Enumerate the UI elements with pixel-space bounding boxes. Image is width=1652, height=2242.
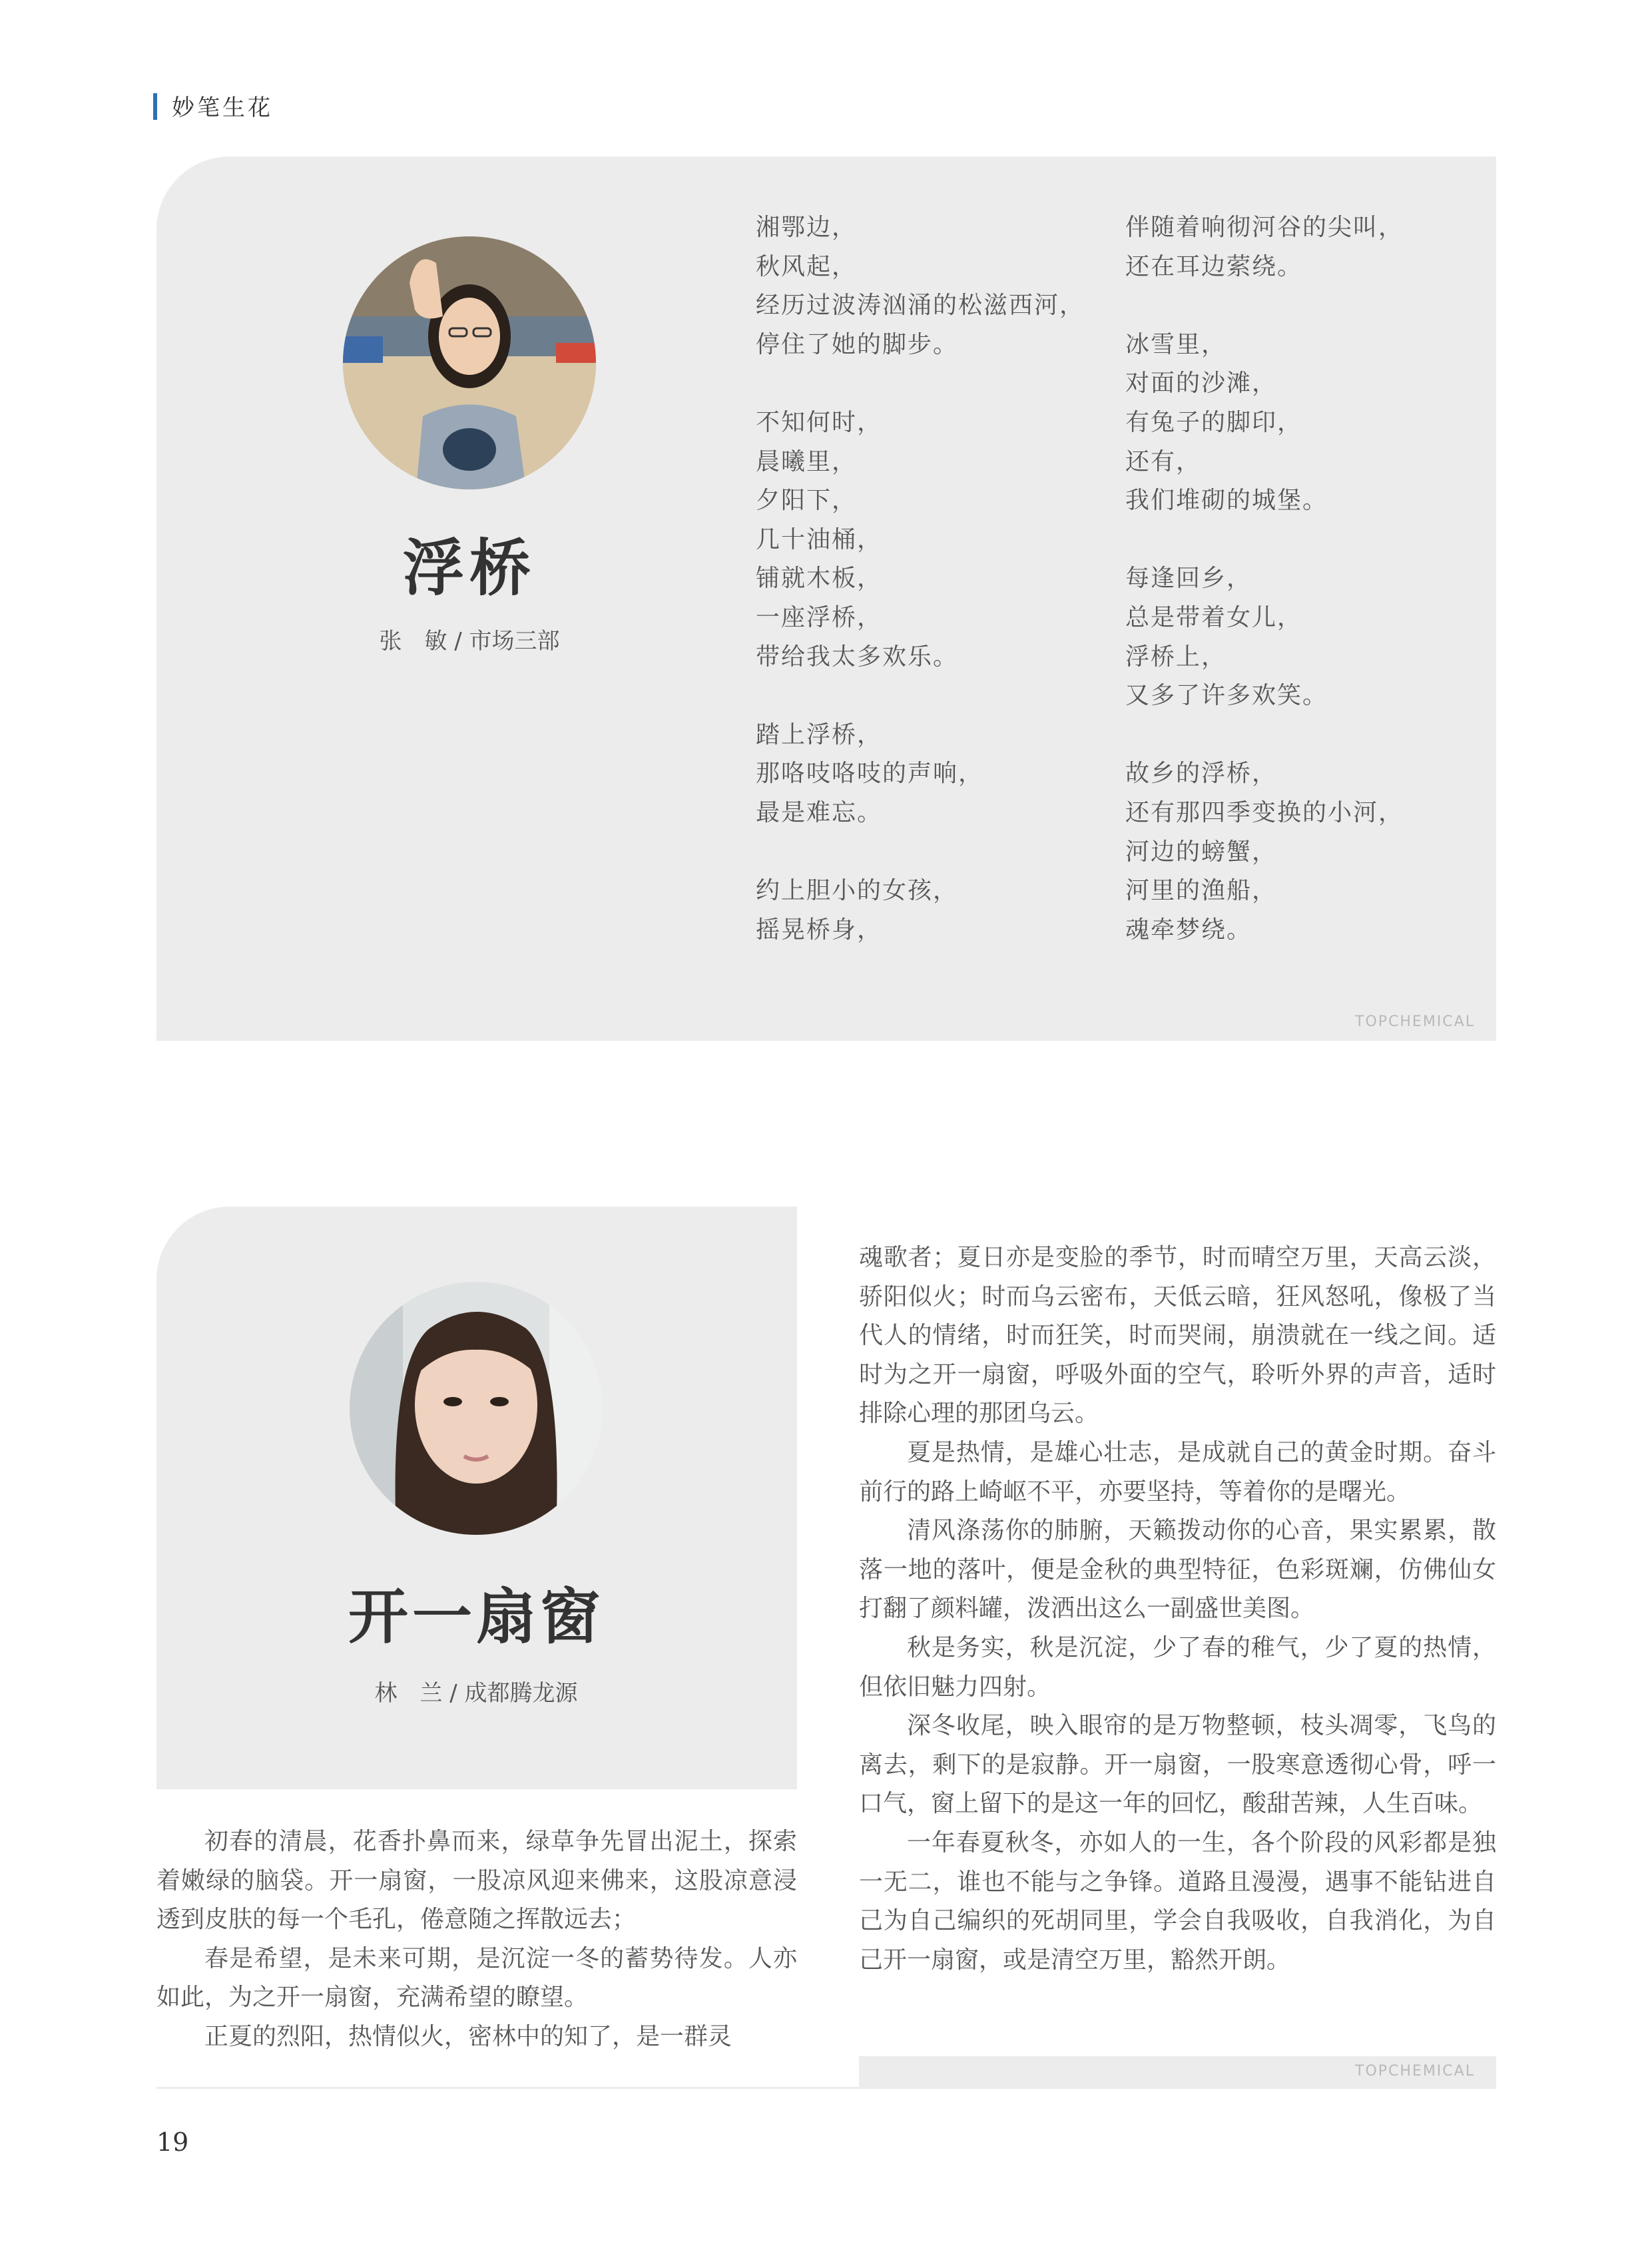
poem-line: 还有，: [1125, 447, 1202, 475]
poem-line: 铺就木板，: [756, 565, 883, 593]
poem-line: 总是带着女儿，: [1125, 603, 1303, 631]
essay-title: 开一扇窗: [348, 1581, 604, 1652]
essay-paragraph: 夏是热情，是雄心壮志，是成就自己的黄金时期。奋斗前行的路上崎岖不平，亦要坚持，等着你的是曙光。: [859, 1438, 1496, 1506]
section-title: 妙笔生花: [172, 95, 273, 121]
page-number: 19: [156, 2127, 189, 2157]
essay-author: 林 兰 / 成都腾龙源: [374, 1680, 578, 1707]
poem-line: 夕阳下，: [756, 487, 858, 515]
poem-line: 又多了许多欢笑。: [1125, 682, 1328, 710]
poem-line: 经历过波涛汹涌的松滋西河，: [756, 292, 1085, 320]
poem-line: [756, 677, 1085, 716]
essay-left-column: [156, 1822, 797, 2057]
poem-line: [756, 833, 1085, 872]
poem-line: 晨曦里，: [756, 447, 858, 475]
essay-paragraph: 正夏的烈阳，热情似火，密林中的知了，是一群灵: [204, 2022, 732, 2050]
bottom-divider: [156, 2087, 1496, 2089]
poem-line: 几十油桶，: [756, 525, 883, 553]
poem-line: 我们堆砌的城堡。: [1125, 487, 1328, 515]
author-photo-lin-lan: [350, 1282, 603, 1535]
poem-line: 河边的螃蟹，: [1125, 838, 1278, 866]
essay-paragraph: 深冬收尾，映入眼帘的是万物整顿，枝头凋零，飞鸟的离去，剩下的是寂静。开一扇窗，一股寒意透彻心骨，呼一口气，窗上留下的是这一年的回忆，酸甜苦辣，人生百味。: [859, 1712, 1496, 1818]
essay-paragraph: 春是希望，是未来可期，是沉淀一冬的蓄势待发。人亦如此，为之开一扇窗，充满希望的瞭望。: [156, 1944, 797, 2012]
poem-line: 故乡的浮桥，: [1125, 760, 1278, 788]
poem-line: 河里的渔船，: [1125, 877, 1278, 905]
poem-watermark: TOPCHEMICAL: [1355, 1013, 1475, 1030]
poem-line: 不知何时，: [756, 408, 883, 436]
essay-paragraph: 魂歌者；夏日亦是变脸的季节，时而晴空万里，天高云淡，骄阳似火；时而乌云密布，天低云暗，狂风怒吼，像极了当代人的情绪，时而狂笑，时而哭闹，崩溃就在一线之间。适时为之开一扇窗，呼吸外面的空气，聆听外界的声音，适时排除心理的那团乌云。: [859, 1244, 1496, 1428]
section-accent-bar: [153, 93, 157, 120]
poem-line: [756, 364, 1085, 404]
poem-line: [1125, 286, 1404, 326]
poem-line: 约上胆小的女孩，: [756, 877, 959, 905]
essay-paragraph: 秋是务实，秋是沉淀，少了春的稚气，少了夏的热情，但依旧魅力四射。: [859, 1633, 1496, 1701]
poem-line: 那咯吱咯吱的声响，: [756, 760, 984, 788]
poem-line: 魂牵梦绕。: [1125, 916, 1252, 944]
poem-line: 还在耳边萦绕。: [1125, 252, 1303, 280]
poem-line: 有兔子的脚印，: [1125, 408, 1303, 436]
poem-title: 浮桥: [402, 532, 536, 604]
poem-author: 张 敏 / 市场三部: [379, 628, 560, 655]
poem-line: 停住了她的脚步。: [756, 330, 959, 358]
poem-line: 伴随着响彻河谷的尖叫，: [1125, 214, 1404, 241]
poem-line: 冰雪里，: [1125, 330, 1227, 358]
essay-paragraph: 一年春夏秋冬，亦如人的一生，各个阶段的风彩都是独一无二，谁也不能与之争锋。道路且漫漫，遇事不能钻进自己为自己编织的死胡同里，学会自我吸收，自我消化，为自己开一扇窗，或是清空万里，豁然开朗。: [859, 1828, 1496, 1974]
poem-line: 秋风起，: [756, 252, 858, 280]
poem-column-2: [1125, 208, 1404, 950]
poem-line: [1125, 716, 1404, 755]
poem-column-1: [756, 208, 1085, 950]
poem-line: 踏上浮桥，: [756, 720, 883, 748]
poem-line: 最是难忘。: [756, 798, 883, 826]
essay-paragraph: 初春的清晨，花香扑鼻而来，绿草争先冒出泥土，探索着嫩绿的脑袋。开一扇窗，一股凉风迎来佛来，这股凉意浸透到皮肤的每一个毛孔，倦意随之挥散远去；: [156, 1828, 797, 1934]
essay-paragraph: 清风涤荡你的肺腑，天籁拨动你的心音，果实累累，散落一地的落叶，便是金秋的典型特征，色彩斑斓，仿佛仙女打翻了颜料罐，泼洒出这么一副盛世美图。: [859, 1517, 1496, 1623]
poem-line: 带给我太多欢乐。: [756, 643, 959, 671]
poem-line: 对面的沙滩，: [1125, 370, 1278, 398]
essay-right-column: [859, 1239, 1496, 1980]
poem-line: [1125, 521, 1404, 560]
poem-line: 每逢回乡，: [1125, 565, 1252, 593]
poem-line: 一座浮桥，: [756, 603, 883, 631]
poem-line: 摇晃桥身，: [756, 916, 883, 944]
author-photo-zhang-min: [343, 236, 596, 489]
poem-line: 湘鄂边，: [756, 214, 858, 241]
poem-line: 还有那四季变换的小河，: [1125, 798, 1404, 826]
poem-line: 浮桥上，: [1125, 643, 1227, 671]
essay-watermark: TOPCHEMICAL: [1355, 2063, 1475, 2080]
